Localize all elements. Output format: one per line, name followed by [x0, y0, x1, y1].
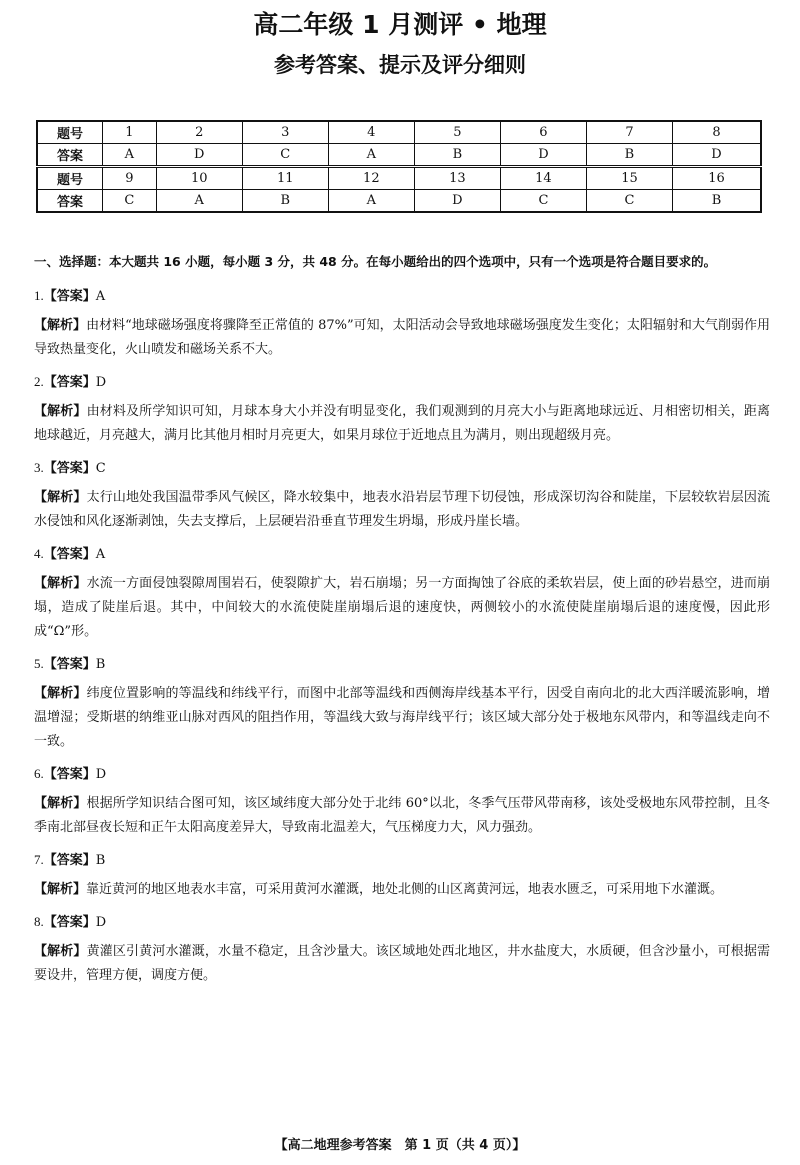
analysis-tag: 【解析】	[34, 944, 87, 959]
question-number-cell: 14	[500, 167, 586, 190]
answer-item	[34, 762, 770, 840]
question-number-cell: 9	[103, 167, 157, 190]
analysis-paragraph	[34, 792, 770, 840]
analysis-tag: 【解析】	[34, 318, 87, 333]
question-number-header: 题号	[37, 121, 103, 144]
answer-value: D	[95, 915, 107, 930]
analysis-tag: 【解析】	[34, 576, 87, 591]
answer-tag: 【答案】	[43, 915, 96, 930]
analysis-paragraph	[34, 572, 770, 644]
item-number: 1.	[34, 288, 44, 303]
answer-cell: A	[103, 144, 157, 167]
question-number-cell: 7	[586, 121, 672, 144]
answer-line	[34, 284, 770, 309]
analysis-tag: 【解析】	[34, 686, 87, 701]
answer-tag: 【答案】	[43, 461, 96, 476]
answer-value: D	[95, 375, 107, 390]
question-number-cell: 3	[242, 121, 328, 144]
answer-item	[34, 652, 770, 754]
analysis-text: 靠近黄河的地区地表水丰富，可采用黄河水灌溉，地处北侧的山区离黄河远，地表水匮乏，可采用地下水灌溉。	[86, 882, 724, 897]
question-number-row	[37, 121, 761, 144]
answer-item	[34, 370, 770, 448]
answer-item	[34, 284, 770, 362]
question-number-cell: 11	[242, 167, 328, 190]
answer-value: D	[95, 767, 107, 782]
answer-row	[37, 190, 761, 213]
analysis-paragraph	[34, 878, 770, 902]
page-footer: 【高二地理参考答案 第 1 页（共 4 页）】	[274, 1138, 526, 1153]
answer-item	[34, 456, 770, 534]
item-number: 2.	[34, 374, 44, 389]
analysis-text: 黄灌区引黄河水灌溉，水量不稳定，且含沙量大。该区域地处西北地区，井水盐度大，水质硬，但含沙量小，可根据需要设井，管理方便，调度方便。	[34, 944, 770, 983]
answer-explanations	[34, 284, 770, 996]
answer-tag: 【答案】	[43, 547, 96, 562]
question-number-cell: 5	[414, 121, 500, 144]
answer-item	[34, 910, 770, 988]
answer-value: A	[95, 289, 106, 304]
analysis-text: 由材料“地球磁场强度将骤降至正常值的 87%”可知，太阳活动会导致地球磁场强度发生变化；太阳辐射和大气削弱作用导致热量变化，火山喷发和磁场关系不大。	[34, 318, 770, 357]
answer-tag: 【答案】	[43, 657, 96, 672]
analysis-text: 纬度位置影响的等温线和纬线平行，而图中北部等温线和西侧海岸线基本平行，因受自南向北的北大西洋暖流影响，增温增湿；受斯堪的纳维亚山脉对西风的阻挡作用，等温线大致与海岸线平行；该区域大部分处于极地东风带内，和等温线走向不一致。	[34, 686, 770, 749]
answer-value: C	[95, 461, 106, 476]
item-number: 4.	[34, 546, 44, 561]
answer-cell: A	[328, 190, 414, 213]
item-number: 5.	[34, 656, 44, 671]
answer-cell: D	[500, 144, 586, 167]
answer-line	[34, 370, 770, 395]
answer-cell: D	[672, 144, 761, 167]
analysis-tag: 【解析】	[34, 404, 87, 419]
answer-tag: 【答案】	[43, 853, 96, 868]
answer-line	[34, 542, 770, 567]
analysis-text: 根据所学知识结合图可知，该区域纬度大部分处于北纬 60°以北，冬季气压带风带南移，该处受极地东风带控制，且冬季南北部昼夜长短和正午太阳高度差异大，导致南北温差大，气压梯度力大，风力强劲。	[34, 796, 770, 835]
item-number: 3.	[34, 460, 44, 475]
answer-cell: D	[156, 144, 242, 167]
question-number-cell: 4	[328, 121, 414, 144]
analysis-paragraph	[34, 682, 770, 754]
question-number-cell: 10	[156, 167, 242, 190]
answer-value: A	[95, 547, 106, 562]
answer-cell: C	[586, 190, 672, 213]
answer-cell: C	[500, 190, 586, 213]
answer-header: 答案	[37, 144, 103, 167]
answer-cell: D	[414, 190, 500, 213]
page-subtitle: 参考答案、提示及评分细则	[274, 53, 526, 77]
answer-value: B	[95, 657, 106, 672]
answer-row	[37, 144, 761, 167]
answer-line	[34, 848, 770, 873]
question-number-cell: 15	[586, 167, 672, 190]
answer-line	[34, 456, 770, 481]
answer-cell: A	[328, 144, 414, 167]
analysis-text: 由材料及所学知识可知，月球本身大小并没有明显变化，我们观测到的月亮大小与距离地球远近、月相密切相关，距离地球越近，月亮越大，满月比其他月相时月亮更大，如果月球位于近地点且为满月，则出现超级月亮。	[34, 404, 770, 443]
item-number: 7.	[34, 852, 44, 867]
question-number-header: 题号	[37, 167, 103, 190]
answer-line	[34, 910, 770, 935]
item-number: 8.	[34, 914, 44, 929]
analysis-text: 太行山地处我国温带季风气候区，降水较集中，地表水沿岩层节理下切侵蚀，形成深切沟谷和陡崖，下层较软岩层因流水侵蚀和风化逐渐剥蚀，失去支撑后，上层硬岩沿垂直节理发生坍塌，形成丹崖长墙。	[34, 490, 770, 529]
question-number-cell: 8	[672, 121, 761, 144]
question-number-cell: 16	[672, 167, 761, 190]
answer-cell: C	[242, 144, 328, 167]
section-intro: 一、选择题：本大题共 16 小题，每小题 3 分，共 48 分。在每小题给出的四个选项中，只有一个选项是符合题目要求的。	[34, 254, 717, 269]
analysis-paragraph	[34, 486, 770, 534]
answer-item	[34, 848, 770, 902]
question-number-row	[37, 167, 761, 190]
analysis-tag: 【解析】	[34, 882, 87, 897]
analysis-paragraph	[34, 940, 770, 988]
answer-item	[34, 542, 770, 644]
analysis-text: 水流一方面侵蚀裂隙周围岩石，使裂隙扩大，岩石崩塌；另一方面掏蚀了谷底的柔软岩层，使上面的砂岩悬空，进而崩塌，造成了陡崖后退。其中，中间较大的水流使陡崖崩塌后退的速度快，两侧较小的水流使陡崖崩塌后退的速度慢，因此形成“Ω”形。	[34, 576, 770, 639]
answer-cell: B	[586, 144, 672, 167]
answer-cell: B	[672, 190, 761, 213]
answer-cell: C	[103, 190, 157, 213]
answer-cell: B	[414, 144, 500, 167]
analysis-tag: 【解析】	[34, 490, 87, 505]
question-number-cell: 12	[328, 167, 414, 190]
question-number-cell: 13	[414, 167, 500, 190]
answer-tag: 【答案】	[43, 289, 96, 304]
item-number: 6.	[34, 766, 44, 781]
answer-table	[36, 120, 762, 213]
question-number-cell: 6	[500, 121, 586, 144]
analysis-paragraph	[34, 400, 770, 448]
answer-tag: 【答案】	[43, 767, 96, 782]
answer-cell: A	[156, 190, 242, 213]
analysis-paragraph	[34, 314, 770, 362]
answer-header: 答案	[37, 190, 103, 213]
answer-cell: B	[242, 190, 328, 213]
answer-line	[34, 652, 770, 677]
answer-line	[34, 762, 770, 787]
question-number-cell: 1	[103, 121, 157, 144]
answer-tag: 【答案】	[43, 375, 96, 390]
page-title: 高二年级 1 月测评 • 地理	[253, 10, 547, 39]
answer-value: B	[95, 853, 106, 868]
analysis-tag: 【解析】	[34, 796, 87, 811]
question-number-cell: 2	[156, 121, 242, 144]
